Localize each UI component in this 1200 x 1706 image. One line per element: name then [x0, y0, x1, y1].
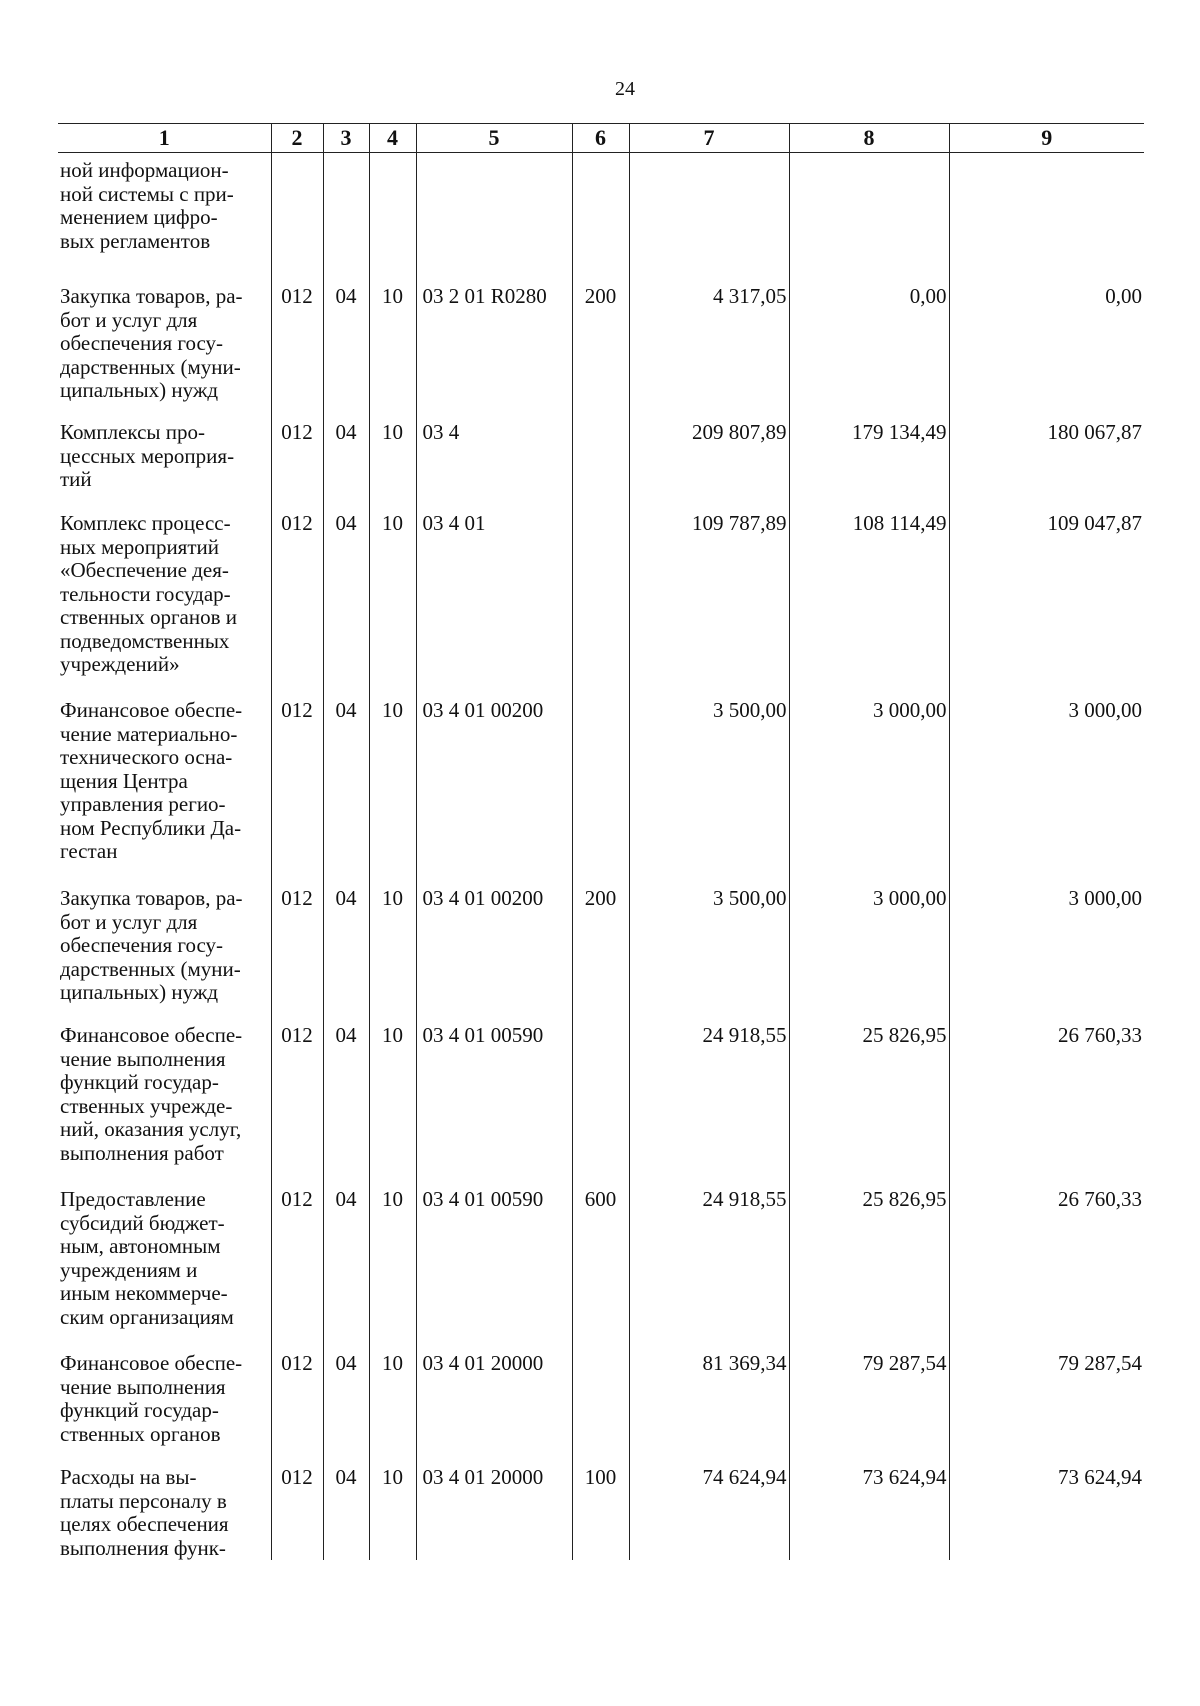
row-name-line: ной системы с при- — [60, 181, 234, 206]
amount-col9-cell: 26 760,33 — [949, 1174, 1144, 1338]
row-name-line: обеспечения госу- — [60, 331, 224, 355]
amount-col7-cell: 74 624,94 — [629, 1452, 789, 1560]
row-name-line: Закупка товаров, ра- — [60, 886, 243, 910]
table-row — [58, 407, 1144, 498]
row-name-line: Комплекс процесс- — [60, 511, 231, 535]
row-name-line: управления регио- — [60, 792, 226, 816]
amount-col7-cell: 4 317,05 — [629, 271, 789, 407]
amount-col9-cell: 109 047,87 — [949, 498, 1144, 685]
amount-col7-cell: 24 918,55 — [629, 1174, 789, 1338]
column-header-5: 5 — [416, 124, 572, 153]
amount-col8-cell: 108 114,49 — [789, 498, 949, 685]
ministry-code-cell: 012 — [271, 685, 323, 873]
subsection-code-cell: 10 — [369, 685, 416, 873]
amount-col9-cell: 3 000,00 — [949, 873, 1144, 1010]
table-row — [58, 873, 1144, 1010]
section-code-cell — [323, 153, 369, 272]
row-name-line: обеспечения госу- — [60, 933, 224, 957]
column-header-8: 8 — [789, 124, 949, 153]
row-name-line: учреждениям и — [60, 1257, 198, 1282]
amount-col8-cell — [789, 153, 949, 272]
page-number: 24 — [615, 78, 635, 100]
column-header-1: 1 — [58, 124, 271, 153]
table-row — [58, 685, 1144, 873]
subsection-code-cell: 10 — [369, 1010, 416, 1174]
row-name-line: вых регламентов — [60, 228, 211, 253]
row-name-line: Комплексы про- — [60, 420, 205, 444]
expense-type-cell — [572, 407, 629, 498]
row-name-cell — [58, 271, 271, 407]
expense-type-cell: 100 — [572, 1452, 629, 1560]
row-name-line: ципальных) нужд — [60, 980, 219, 1004]
amount-col8-cell: 0,00 — [789, 271, 949, 407]
row-name-line: чение выполнения — [60, 1046, 226, 1071]
expense-type-cell — [572, 498, 629, 685]
row-name-line: тельности государ- — [60, 581, 231, 606]
row-name-line: бот и услуг для — [60, 307, 198, 332]
subsection-code-cell — [369, 153, 416, 272]
row-name-line: Закупка товаров, ра- — [60, 284, 243, 308]
row-name-line: подведомственных — [60, 628, 230, 653]
row-name-line: ным, автономным — [60, 1234, 221, 1258]
table-row — [58, 1452, 1144, 1560]
ministry-code-cell: 012 — [271, 1010, 323, 1174]
table-row — [58, 498, 1144, 685]
row-name-line: чение материально- — [60, 721, 238, 746]
row-name-cell — [58, 1338, 271, 1452]
row-name-line: ной информацион- — [60, 158, 229, 182]
row-name-line: учреждений» — [60, 652, 180, 676]
row-name-line: Финансовое обеспе- — [60, 1023, 243, 1047]
column-header-2: 2 — [271, 124, 323, 153]
row-name-line: дарственных (муни- — [60, 956, 241, 981]
row-name-line: ном Республики Да- — [60, 815, 242, 840]
section-code-cell: 04 — [323, 271, 369, 407]
row-name-line: чение выполнения — [60, 1374, 226, 1399]
target-article-cell: 03 4 01 00590 — [416, 1010, 572, 1174]
amount-col9-cell: 26 760,33 — [949, 1010, 1144, 1174]
ministry-code-cell: 012 — [271, 1452, 323, 1560]
row-name-cell — [58, 153, 271, 272]
subsection-code-cell: 10 — [369, 1452, 416, 1560]
row-name-line: иным некоммерче- — [60, 1281, 228, 1305]
expense-type-cell: 600 — [572, 1174, 629, 1338]
row-name-line: ственных учрежде- — [60, 1093, 233, 1118]
row-name-line: Финансовое обеспе- — [60, 1351, 243, 1375]
row-name-line: тий — [60, 467, 92, 491]
row-name-line: технического осна- — [60, 745, 233, 769]
budget-table-container — [58, 123, 1144, 1560]
subsection-code-cell: 10 — [369, 873, 416, 1010]
amount-col9-cell: 0,00 — [949, 271, 1144, 407]
subsection-code-cell: 10 — [369, 498, 416, 685]
amount-col7-cell: 81 369,34 — [629, 1338, 789, 1452]
amount-col7-cell — [629, 153, 789, 272]
table-body — [58, 153, 1144, 1561]
expense-type-cell — [572, 153, 629, 272]
row-name-line: ственных органов и — [60, 605, 238, 629]
subsection-code-cell: 10 — [369, 1338, 416, 1452]
target-article-cell: 03 4 01 20000 — [416, 1338, 572, 1452]
section-code-cell: 04 — [323, 407, 369, 498]
amount-col8-cell: 25 826,95 — [789, 1010, 949, 1174]
target-article-cell: 03 4 — [416, 407, 572, 498]
row-name-line: ний, оказания услуг, — [60, 1117, 242, 1141]
section-code-cell: 04 — [323, 685, 369, 873]
row-name-line: функций государ- — [60, 1070, 219, 1094]
target-article-cell: 03 4 01 — [416, 498, 572, 685]
target-article-cell: 03 4 01 00200 — [416, 873, 572, 1010]
ministry-code-cell: 012 — [271, 873, 323, 1010]
row-name-line: щения Центра — [60, 768, 188, 793]
row-name-line: выполнения работ — [60, 1140, 224, 1165]
amount-col8-cell: 79 287,54 — [789, 1338, 949, 1452]
amount-col9-cell: 73 624,94 — [949, 1452, 1144, 1560]
column-header-9: 9 — [949, 124, 1144, 153]
amount-col8-cell: 3 000,00 — [789, 685, 949, 873]
section-code-cell: 04 — [323, 873, 369, 1010]
ministry-code-cell — [271, 153, 323, 272]
column-header-6: 6 — [572, 124, 629, 153]
expense-type-cell: 200 — [572, 873, 629, 1010]
row-name-line: «Обеспечение дея- — [60, 558, 229, 582]
expense-type-cell — [572, 1010, 629, 1174]
amount-col7-cell: 3 500,00 — [629, 873, 789, 1010]
section-code-cell: 04 — [323, 1452, 369, 1560]
amount-col9-cell: 3 000,00 — [949, 685, 1144, 873]
expense-type-cell — [572, 1338, 629, 1452]
target-article-cell — [416, 153, 572, 272]
amount-col7-cell: 209 807,89 — [629, 407, 789, 498]
target-article-cell: 03 4 01 00200 — [416, 685, 572, 873]
target-article-cell: 03 4 01 20000 — [416, 1452, 572, 1560]
row-name-cell — [58, 498, 271, 685]
section-code-cell: 04 — [323, 498, 369, 685]
row-name-line: выполнения функ- — [60, 1535, 226, 1560]
row-name-line: целях обеспечения — [60, 1512, 229, 1536]
row-name-line: субсидий бюджет- — [60, 1210, 225, 1235]
row-name-cell — [58, 407, 271, 498]
amount-col9-cell: 79 287,54 — [949, 1338, 1144, 1452]
table-header-row — [58, 124, 1144, 153]
amount-col8-cell: 25 826,95 — [789, 1174, 949, 1338]
table-row — [58, 1174, 1144, 1338]
row-name-line: Финансовое обеспе- — [60, 698, 243, 722]
amount-col7-cell: 3 500,00 — [629, 685, 789, 873]
row-name-line: Расходы на вы- — [60, 1465, 197, 1489]
column-header-7: 7 — [629, 124, 789, 153]
row-name-line: дарственных (муни- — [60, 354, 241, 379]
row-name-cell — [58, 685, 271, 873]
table-row — [58, 1338, 1144, 1452]
ministry-code-cell: 012 — [271, 271, 323, 407]
row-name-line: ственных органов — [60, 1421, 221, 1446]
table-row — [58, 271, 1144, 407]
row-name-line: функций государ- — [60, 1398, 219, 1422]
row-name-line: бот и услуг для — [60, 909, 198, 934]
amount-col7-cell: 24 918,55 — [629, 1010, 789, 1174]
amount-col8-cell: 73 624,94 — [789, 1452, 949, 1560]
row-name-cell — [58, 1174, 271, 1338]
column-header-3: 3 — [323, 124, 369, 153]
expense-type-cell — [572, 685, 629, 873]
column-header-4: 4 — [369, 124, 416, 153]
row-name-line: менением цифро- — [60, 205, 218, 229]
subsection-code-cell: 10 — [369, 271, 416, 407]
table-row — [58, 1010, 1144, 1174]
budget-table — [58, 123, 1144, 1560]
ministry-code-cell: 012 — [271, 498, 323, 685]
section-code-cell: 04 — [323, 1338, 369, 1452]
section-code-cell: 04 — [323, 1174, 369, 1338]
amount-col9-cell — [949, 153, 1144, 272]
row-name-line: ским организациям — [60, 1304, 234, 1329]
row-name-line: ных мероприятий — [60, 534, 219, 559]
amount-col7-cell: 109 787,89 — [629, 498, 789, 685]
target-article-cell: 03 2 01 R0280 — [416, 271, 572, 407]
section-code-cell: 04 — [323, 1010, 369, 1174]
row-name-cell — [58, 873, 271, 1010]
row-name-line: ципальных) нужд — [60, 378, 219, 402]
row-name-line: платы персоналу в — [60, 1488, 227, 1513]
amount-col9-cell: 180 067,87 — [949, 407, 1144, 498]
row-name-cell — [58, 1010, 271, 1174]
ministry-code-cell: 012 — [271, 1338, 323, 1452]
table-row — [58, 153, 1144, 272]
subsection-code-cell: 10 — [369, 1174, 416, 1338]
ministry-code-cell: 012 — [271, 1174, 323, 1338]
amount-col8-cell: 179 134,49 — [789, 407, 949, 498]
amount-col8-cell: 3 000,00 — [789, 873, 949, 1010]
target-article-cell: 03 4 01 00590 — [416, 1174, 572, 1338]
row-name-line: Предоставление — [60, 1187, 206, 1211]
expense-type-cell: 200 — [572, 271, 629, 407]
row-name-cell — [58, 1452, 271, 1560]
row-name-line: цессных мероприя- — [60, 443, 235, 468]
row-name-line: гестан — [60, 839, 118, 863]
subsection-code-cell: 10 — [369, 407, 416, 498]
ministry-code-cell: 012 — [271, 407, 323, 498]
